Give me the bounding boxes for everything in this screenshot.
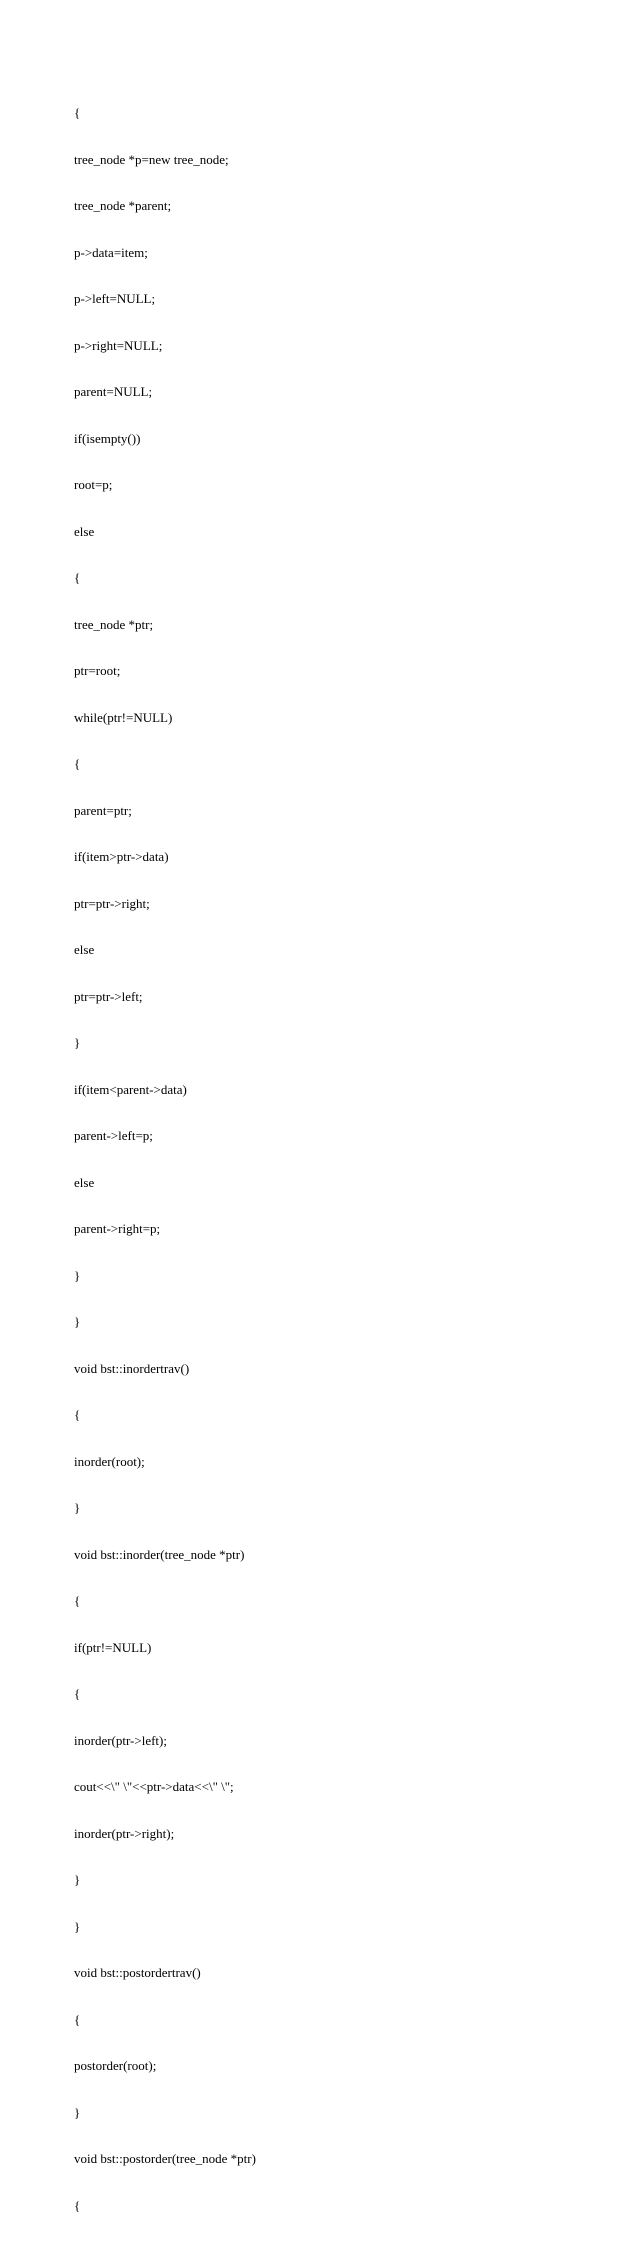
code-line: { bbox=[74, 756, 81, 771]
code-line: inorder(root); bbox=[74, 1453, 145, 1469]
code-line: p->right=NULL; bbox=[74, 337, 163, 353]
code-line: } bbox=[74, 1267, 81, 1283]
code-line: if(isempty()) bbox=[74, 430, 141, 446]
code-line: void bst::postorder(tree_node *ptr) bbox=[74, 2151, 256, 2166]
code-line: tree_node *parent; bbox=[74, 198, 172, 213]
code-line: } bbox=[74, 1918, 81, 1934]
code-line: { bbox=[74, 570, 81, 585]
code-line: } bbox=[74, 1035, 81, 1050]
code-line: while(ptr!=NULL) bbox=[74, 709, 173, 725]
code-line: p->left=NULL; bbox=[74, 291, 156, 306]
code-line: parent=NULL; bbox=[74, 384, 153, 399]
code-line: } bbox=[74, 2104, 81, 2120]
code-line: inorder(ptr->left); bbox=[74, 1732, 167, 1748]
code-line: } bbox=[74, 1500, 81, 1515]
code-line: ptr=ptr->right; bbox=[74, 895, 150, 911]
code-line: else bbox=[74, 523, 95, 539]
code-line: else bbox=[74, 942, 95, 957]
code-line: { bbox=[74, 1407, 81, 1422]
code-line: parent->right=p; bbox=[74, 1221, 161, 1236]
code-line: tree_node *p=new tree_node; bbox=[74, 151, 229, 167]
code-line: cout<<\" \"<<ptr->data<<\" \"; bbox=[74, 1779, 234, 1794]
code-line: inorder(ptr->right); bbox=[74, 1825, 175, 1841]
code-line: if(item>ptr->data) bbox=[74, 849, 169, 864]
code-line: else bbox=[74, 1174, 95, 1190]
code-line: tree_node *ptr; bbox=[74, 616, 154, 632]
code-line: { bbox=[74, 2011, 81, 2027]
code-line: root=p; bbox=[74, 477, 113, 492]
code-line: if(ptr!=NULL) bbox=[74, 1639, 152, 1655]
code-line: ptr=root; bbox=[74, 663, 121, 678]
code-line: { bbox=[74, 1686, 81, 1701]
code-listing bbox=[74, 74, 256, 2244]
code-line: } bbox=[74, 1314, 81, 1329]
code-line: } bbox=[74, 1872, 81, 1887]
code-line: void bst::postordertrav() bbox=[74, 1965, 201, 1980]
code-line: void bst::inordertrav() bbox=[74, 1360, 190, 1376]
code-line: parent->left=p; bbox=[74, 1128, 153, 1143]
code-line: ptr=ptr->left; bbox=[74, 988, 143, 1004]
code-line: postorder(root); bbox=[74, 2058, 157, 2073]
code-line: if(item<parent->data) bbox=[74, 1081, 187, 1097]
code-line: p->data=item; bbox=[74, 244, 148, 260]
code-line: { bbox=[74, 2197, 81, 2213]
code-line: { bbox=[74, 105, 81, 120]
code-line: { bbox=[74, 1593, 81, 1608]
code-line: parent=ptr; bbox=[74, 802, 132, 818]
code-line: void bst::inorder(tree_node *ptr) bbox=[74, 1546, 245, 1562]
